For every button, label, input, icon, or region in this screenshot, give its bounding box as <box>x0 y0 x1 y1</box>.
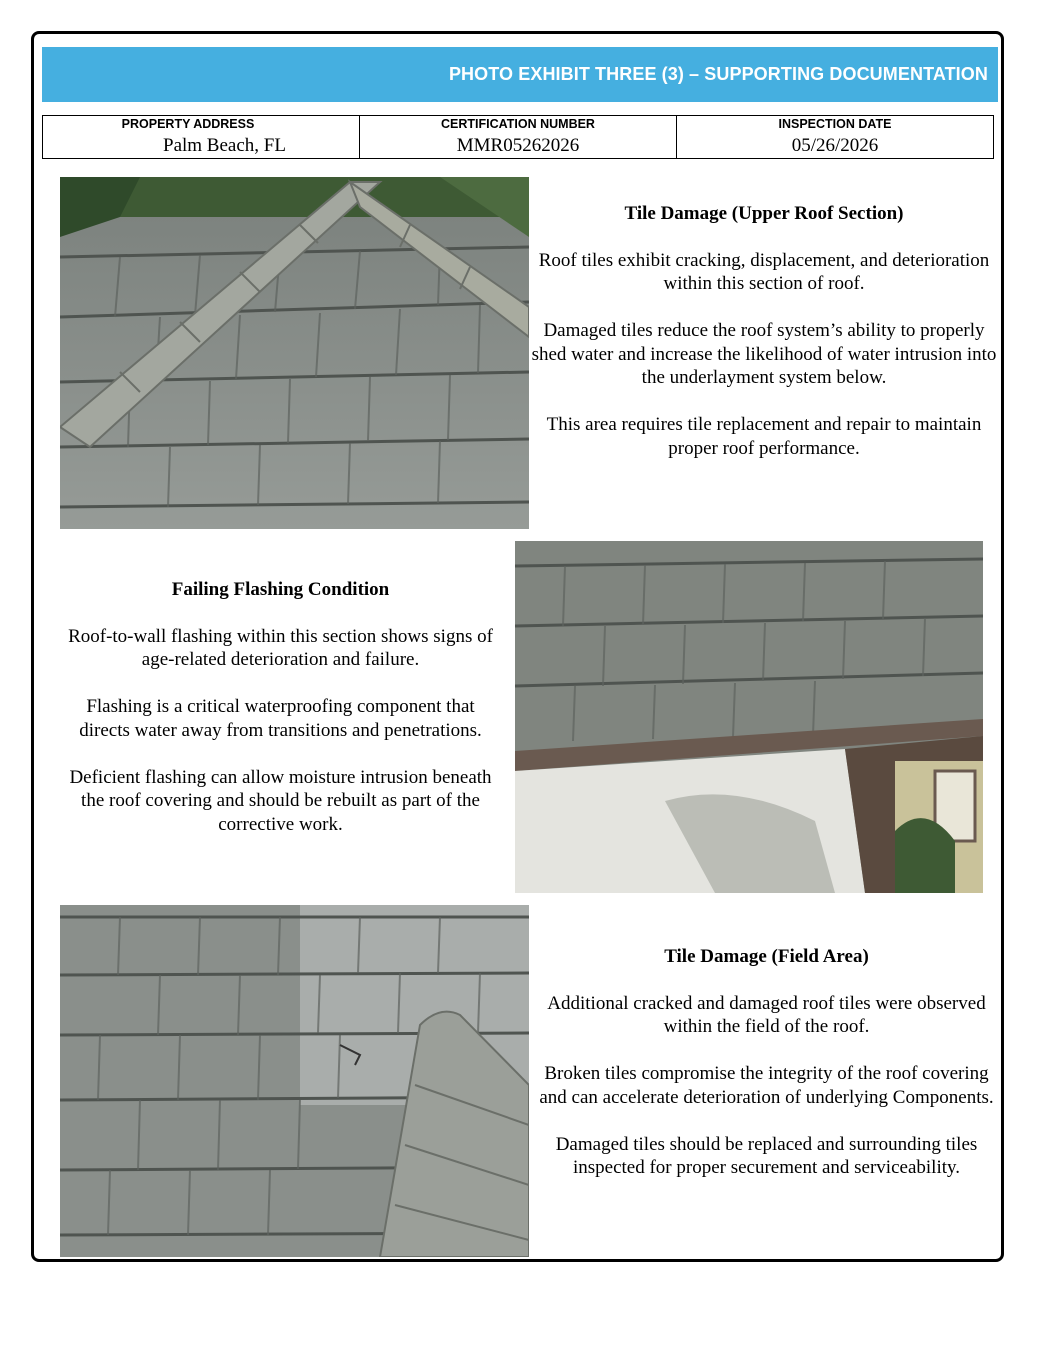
inspection-date-label: INSPECTION DATE <box>778 117 892 131</box>
address-label: PROPERTY ADDRESS <box>121 117 255 131</box>
section-paragraph: Roof tiles exhibit cracking, displacement, and deterioration within this section of roof. <box>538 249 990 294</box>
section-paragraph: Roof-to-wall flashing within this section shows signs of age-related deterioration and failure. <box>68 625 493 670</box>
exhibit-title: PHOTO EXHIBIT THREE (3) – SUPPORTING DOCUMENTATION <box>448 64 988 84</box>
photo-flashing-condition <box>515 541 983 893</box>
section-flashing <box>62 578 499 860</box>
inspection-date-value: 05/26/2026 <box>791 135 879 156</box>
certification-label: CERTIFICATION NUMBER <box>441 117 595 131</box>
section-paragraph: This area requires tile replacement and repair to maintain proper roof performance. <box>546 414 982 459</box>
date-cell <box>677 116 993 158</box>
section-paragraph: Deficient flashing can allow moisture intrusion beneath the roof covering and should be rebuilt as part of the corrective work. <box>69 766 492 835</box>
certification-cell <box>360 116 677 158</box>
photo-upper-roof-tiles <box>60 177 529 529</box>
section-paragraph: Additional cracked and damaged roof tiles were observed within the field of the roof. <box>547 992 986 1037</box>
section-paragraph: Damaged tiles reduce the roof system’s ability to properly shed water and increase the likelihood of water intrusion into the underlayment system below. <box>531 320 997 388</box>
photo-field-area-tiles <box>60 905 529 1257</box>
section-field-area <box>535 945 998 1203</box>
section-heading: Tile Damage (Field Area) <box>664 946 869 967</box>
address-cell <box>43 116 360 158</box>
section-heading: Failing Flashing Condition <box>171 579 390 600</box>
section-paragraph: Flashing is a critical waterproofing component that directs water away from transitions and penetrations. <box>79 696 482 741</box>
property-info-table <box>42 115 994 159</box>
exhibit-banner <box>42 47 998 102</box>
section-paragraph: Broken tiles compromise the integrity of the roof covering and can accelerate deterioration of underlying Components. <box>539 1063 994 1108</box>
section-heading: Tile Damage (Upper Roof Section) <box>624 203 904 224</box>
section-paragraph: Damaged tiles should be replaced and surrounding tiles inspected for proper securement and serviceability. <box>555 1133 978 1178</box>
address-value: Palm Beach, FL <box>163 135 286 156</box>
certification-value: MMR05262026 <box>456 135 580 156</box>
section-upper-roof <box>529 202 999 484</box>
